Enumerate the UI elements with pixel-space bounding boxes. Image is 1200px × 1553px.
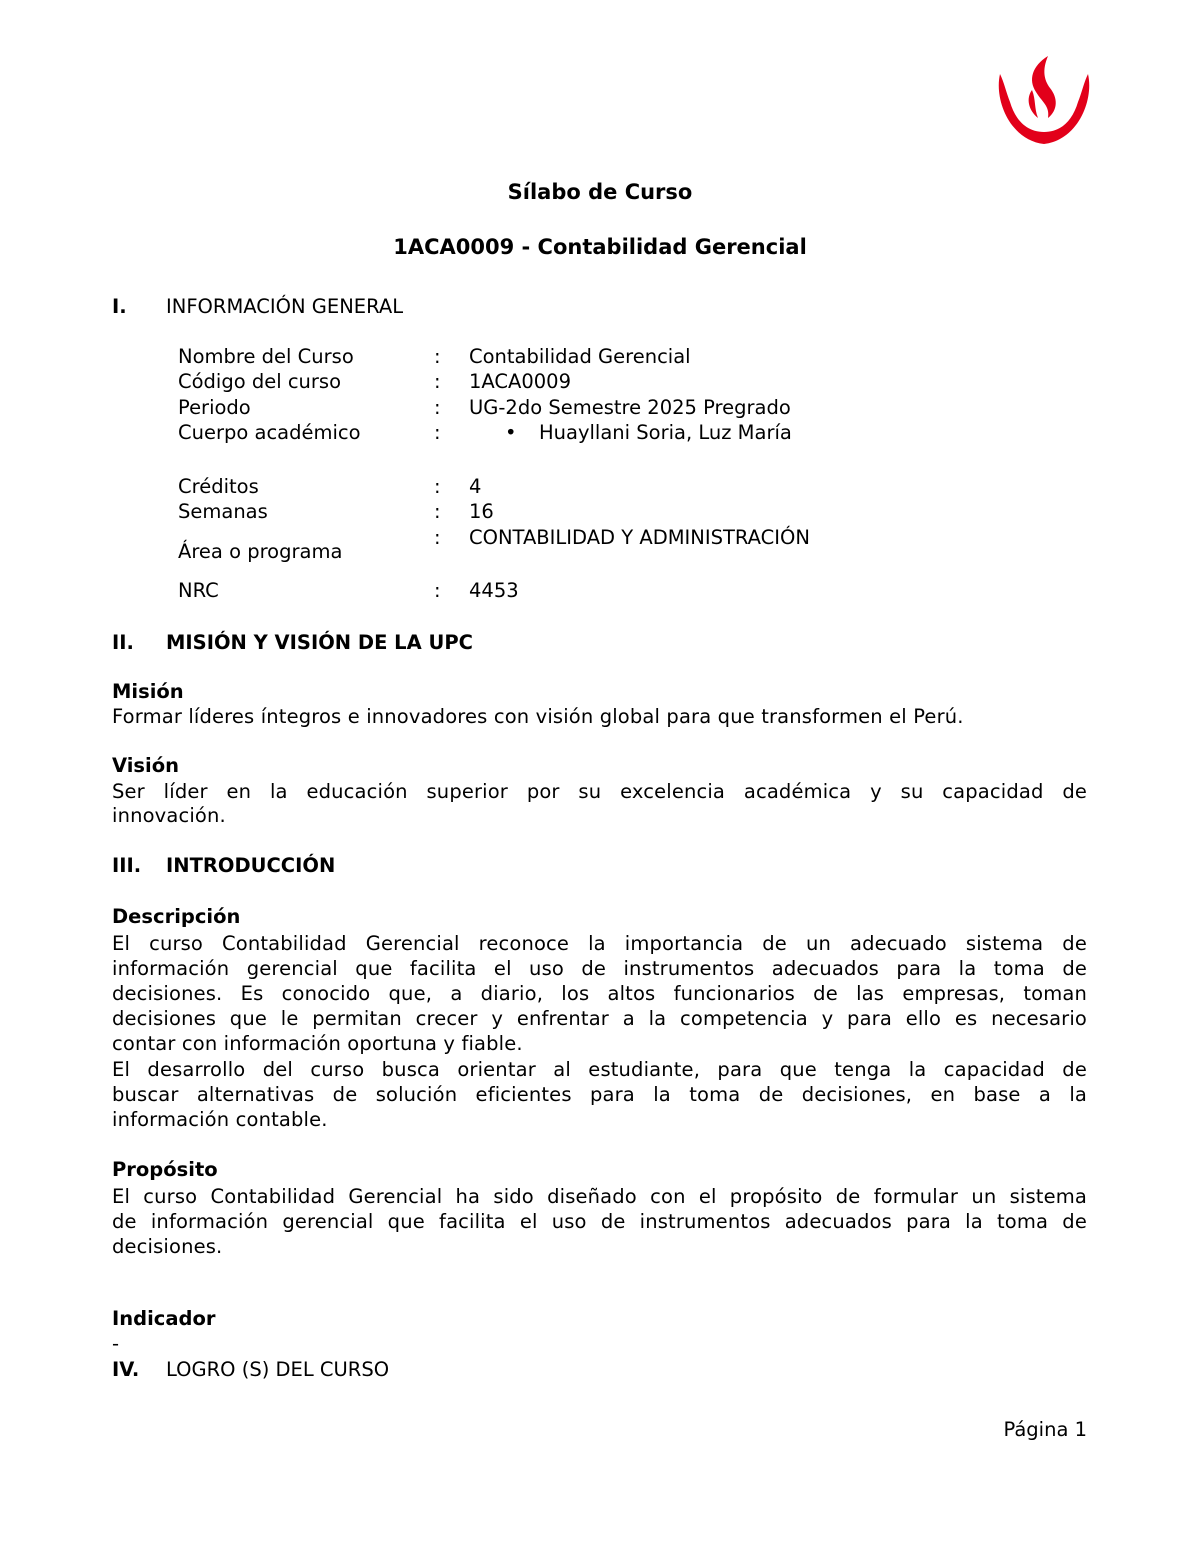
descripcion-line: El desarrollo del curso busca orientar al estudiante, para que tenga la capacidad de — [112, 1058, 1087, 1081]
info-label-cuerpo: Cuerpo académico — [178, 421, 361, 444]
section-title: INFORMACIÓN GENERAL — [166, 295, 404, 318]
info-label-area: Área o programa — [178, 540, 343, 563]
info-label-periodo: Periodo — [178, 396, 251, 419]
vision-heading: Visión — [112, 754, 180, 777]
section-heading-logros — [112, 1358, 389, 1381]
descripcion-line: El curso Contabilidad Gerencial reconoce la importancia de un adecuado sistema de — [112, 932, 1087, 955]
info-colon: : — [434, 526, 441, 549]
info-colon: : — [434, 500, 441, 523]
mision-heading: Misión — [112, 680, 184, 703]
section-heading-informacion-general — [112, 295, 403, 318]
info-value-nombre: Contabilidad Gerencial — [469, 345, 691, 368]
info-colon: : — [434, 421, 441, 444]
info-value-periodo: UG-2do Semestre 2025 Pregrado — [469, 396, 791, 419]
section-title: INTRODUCCIÓN — [166, 854, 336, 877]
descripcion-line: decisiones que le permitan crecer y enfrentar a la competencia y para ello es necesario — [112, 1007, 1087, 1030]
section-heading-mision-vision — [112, 631, 473, 654]
info-label-nrc: NRC — [178, 579, 219, 602]
info-colon: : — [434, 345, 441, 368]
info-label-creditos: Créditos — [178, 475, 259, 498]
section-number: I. — [112, 295, 127, 318]
page-number: Página 1 — [1003, 1418, 1087, 1441]
info-colon: : — [434, 370, 441, 393]
section-number: IV. — [112, 1358, 140, 1381]
indicador-heading: Indicador — [112, 1307, 216, 1330]
section-title: MISIÓN Y VISIÓN DE LA UPC — [166, 631, 473, 654]
proposito-heading: Propósito — [112, 1158, 218, 1181]
course-title: 1ACA0009 - Contabilidad Gerencial — [393, 235, 807, 259]
info-label-nombre: Nombre del Curso — [178, 345, 354, 368]
vision-text-line: Ser líder en la educación superior por su excelencia académica y su capacidad de — [112, 780, 1087, 803]
section-heading-introduccion — [112, 854, 335, 877]
descripcion-line: información gerencial que facilita el uso de instrumentos adecuados para la toma de — [112, 957, 1087, 980]
info-value-area: CONTABILIDAD Y ADMINISTRACIÓN — [469, 526, 810, 549]
proposito-line: de información gerencial que facilita el uso de instrumentos adecuados para la toma de — [112, 1210, 1087, 1233]
descripcion-line: información contable. — [112, 1108, 328, 1131]
descripcion-line: decisiones. Es conocido que, a diario, los altos funcionarios de las empresas, toman — [112, 982, 1087, 1005]
info-value-nrc: 4453 — [469, 579, 519, 602]
descripcion-line: buscar alternativas de solución eficientes para la toma de decisiones, en base a la — [112, 1083, 1087, 1106]
section-title: LOGRO (S) DEL CURSO — [166, 1358, 390, 1381]
info-colon: : — [434, 475, 441, 498]
info-value-cuerpo: Huayllani Soria, Luz María — [539, 421, 792, 444]
indicador-value: - — [112, 1332, 120, 1355]
info-colon: : — [434, 396, 441, 419]
info-value-codigo: 1ACA0009 — [469, 370, 571, 393]
section-number: II. — [112, 631, 134, 654]
info-value-semanas: 16 — [469, 500, 494, 523]
section-number: III. — [112, 854, 142, 877]
info-value-creditos: 4 — [469, 475, 482, 498]
info-colon: : — [434, 579, 441, 602]
info-label-codigo: Código del curso — [178, 370, 342, 393]
descripcion-line: contar con información oportuna y fiable. — [112, 1032, 523, 1055]
vision-text-line: innovación. — [112, 804, 226, 827]
info-label-semanas: Semanas — [178, 500, 268, 523]
mision-text: Formar líderes íntegros e innovadores con visión global para que transformen el Perú. — [112, 705, 964, 728]
upc-flame-logo-icon — [992, 52, 1096, 148]
bullet-icon: • — [505, 421, 517, 444]
proposito-line: decisiones. — [112, 1235, 223, 1258]
document-title: Sílabo de Curso — [507, 180, 693, 204]
descripcion-heading: Descripción — [112, 905, 241, 928]
proposito-line: El curso Contabilidad Gerencial ha sido diseñado con el propósito de formular un sistema — [112, 1185, 1087, 1208]
